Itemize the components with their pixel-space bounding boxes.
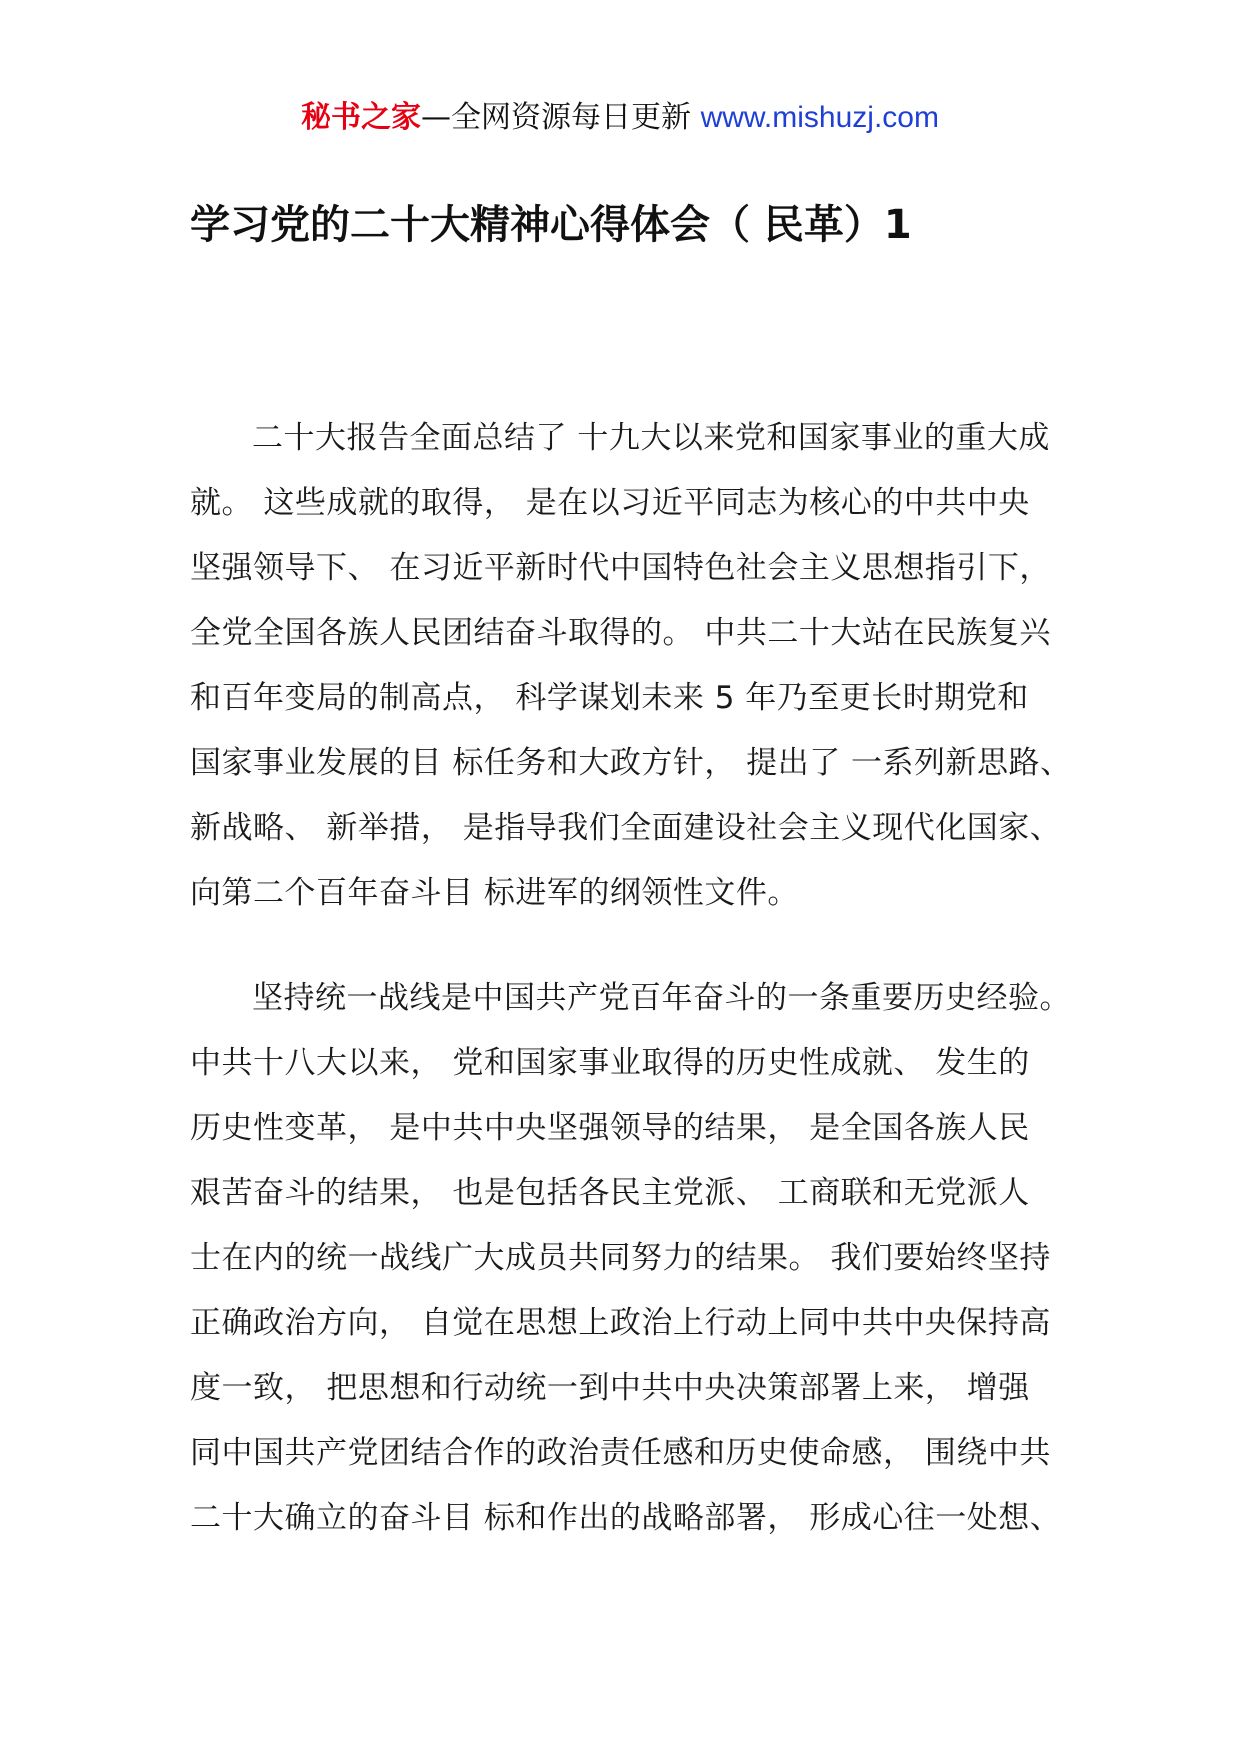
paragraph-line: 士在内的统一战线广大成员共同努力的结果。 我们要始终坚持 <box>190 1240 1051 1276</box>
paragraph-line: 正确政治方向， 自觉在思想上政治上行动上同中共中央保持高 <box>190 1305 1051 1341</box>
paragraph-line: 中共十八大以来， 党和国家事业取得的历史性成就、 发生的 <box>190 1045 1030 1081</box>
site-url-link[interactable]: www.mishuzj.com <box>700 101 939 134</box>
paragraph-line: 就。 这些成就的取得， 是在以习近平同志为核心的中共中央 <box>190 485 1030 521</box>
paragraph-line: 同中国共产党团结合作的政治责任感和历史使命感， 围绕中共 <box>190 1435 1051 1471</box>
paragraph-line: 和百年变局的制高点， 科学谋划未来 5 年乃至更长时期党和 <box>190 680 1029 716</box>
paragraph-line: 全党全国各族人民团结奋斗取得的。 中共二十大站在民族复兴 <box>190 615 1051 651</box>
paragraph-line: 坚持统一战线是中国共产党百年奋斗的一条重要历史经验。 <box>252 980 1071 1016</box>
site-header <box>0 98 1240 138</box>
paragraph-1 <box>190 406 1070 926</box>
document-body <box>190 406 1070 1551</box>
paragraph-spacer <box>190 926 1070 966</box>
paragraph-line: 向第二个百年奋斗目 标进军的纲领性文件。 <box>190 875 799 911</box>
paragraph-line: 艰苦奋斗的结果， 也是包括各民主党派、 工商联和无党派人 <box>190 1175 1030 1211</box>
site-tagline: —全网资源每日更新 <box>421 100 692 135</box>
paragraph-line: 二十大确立的奋斗目 标和作出的战略部署， 形成心往一处想、 <box>190 1500 1062 1536</box>
paragraph-line: 国家事业发展的目 标任务和大政方针， 提出了 一系列新思路、 <box>190 745 1072 781</box>
paragraph-line: 历史性变革， 是中共中央坚强领导的结果， 是全国各族人民 <box>190 1110 1030 1146</box>
paragraph-2 <box>190 966 1070 1551</box>
paragraph-line: 二十大报告全面总结了 十九大以来党和国家事业的重大成 <box>252 420 1050 456</box>
paragraph-line: 新战略、 新举措， 是指导我们全面建设社会主义现代化国家、 <box>190 810 1062 846</box>
site-brand: 秘书之家 <box>301 100 422 135</box>
document-title: 学习党的二十大精神心得体会（ 民革）1 <box>190 202 912 248</box>
paragraph-line: 度一致， 把思想和行动统一到中共中央决策部署上来， 增强 <box>190 1370 1030 1406</box>
paragraph-line: 坚强领导下、 在习近平新时代中国特色社会主义思想指引下， <box>190 550 1051 586</box>
